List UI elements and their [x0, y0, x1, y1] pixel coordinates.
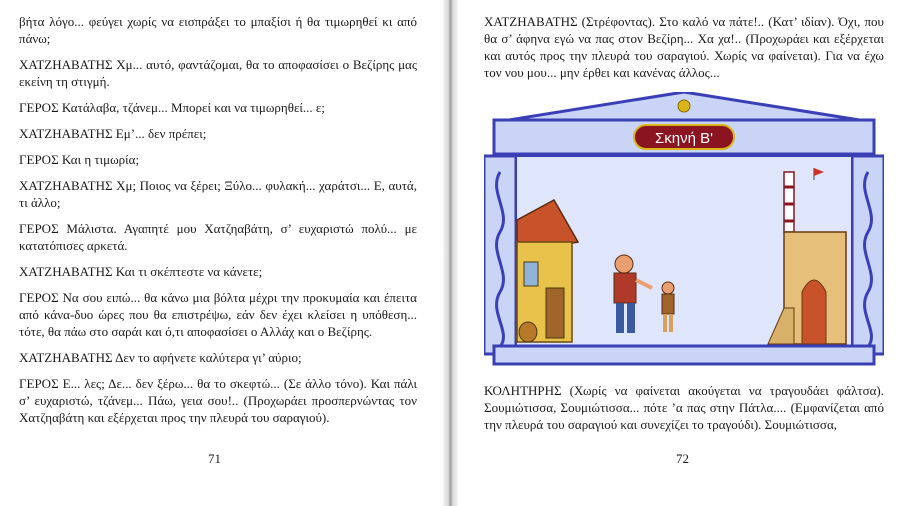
left-page: [0, 0, 443, 506]
book-gutter: [443, 0, 458, 506]
right-page: [458, 0, 901, 506]
paragraph: ΧΑΤΖΗΑΒΑΤΗΣ Δεν το αφήνετε καλύτερα γι’ αύριο;: [19, 350, 302, 365]
paragraph: ΓΕΡΟΣ Κατάλαβα, τζάνεμ... Μπορεί και να τιμωρηθεί... ε;: [19, 100, 325, 115]
paragraph: ΧΑΤΖΗΑΒΑΤΗΣ Χμ... αυτό, φαντάζομαι, θα το αποφασίσει ο Βεζίρης μας εκείνη τη στιγμή.: [19, 57, 417, 89]
shadow-theatre-illustration: [484, 92, 884, 374]
paragraph: ΧΑΤΖΗΑΒΑΤΗΣ Και τι σκέπτεστε να κάνετε;: [19, 264, 263, 279]
paragraph: βήτα λόγο... φεύγει χωρίς να εισπράξει το μπαξίσι ή θα τιμωρηθεί κι από πάνω;: [19, 14, 417, 46]
paragraph: ΓΕΡΟΣ Να σου ειπώ... θα κάνω μια βόλτα μέχρι την προκυμαία και έπειτα από κάνα-δυο ώρες που θα επιστρέψω, εάν δεν έχει κλείσει η υπόθεση... τότε, θα πάω στο σαράι και ό,τι αποφασίσει ο Αλλάχ και ο Βεζίρης.: [19, 290, 417, 339]
left-page-text: [19, 13, 417, 435]
paragraph: ΓΕΡΟΣ Μάλιστα. Αγαπητέ μου Χατζηαβάτη, σ’ ευχαριστώ πολύ... με κατατόπισες αρκετά.: [19, 221, 417, 253]
page-number: 72: [676, 451, 689, 466]
paragraph: ΓΕΡΟΣ Ε... λες; Δε... δεν ξέρω... θα το σκεφτώ... (Σε άλλο τόνο). Και πάλι σ’ ευχαριστώ, τζάνεμ... Πάω, γεια σου!.. (Προχωράει προσπερνώντας τον Χατζηαβάτη και εξέρχεται προς την πλευρά του σαραγιού).: [19, 376, 417, 425]
paragraph: ΧΑΤΖΗΑΒΑΤΗΣ Χμ; Ποιος να ξέρει; Ξύλο... φυλακή... χαράτσι... Ε, αυτά, τι άλλο;: [19, 178, 417, 210]
right-page-top-text: [484, 13, 884, 90]
paragraph: ΧΑΤΖΗΑΒΑΤΗΣ (Στρέφοντας). Στο καλό να πάτε!.. (Κατ’ ιδίαν). Όχι, που θα σ’ άφηνα εγώ να πας στον Βεζίρη... Χα χα!.. (Προχωράει και εξέρχεται και αυτός προς την πλευρά του σαραγιού. Χωρίς να φαίνεται). Για να έχω τον νου μου... μην έρθει και κανένας άλλος...: [484, 14, 884, 80]
paragraph: ΧΑΤΖΗΑΒΑΤΗΣ Εμ’... δεν πρέπει;: [19, 126, 207, 141]
stage-drawing: [484, 92, 884, 374]
paragraph: ΓΕΡΟΣ Και η τιμωρία;: [19, 152, 140, 167]
right-page-bottom-text: [484, 382, 884, 442]
pediment-ornament: [678, 100, 690, 112]
stage-base: [494, 346, 874, 364]
stage-title: Σκηνή Β': [655, 130, 713, 147]
page-number: 71: [208, 451, 221, 466]
paragraph: ΚΟΛΗΤΗΡΗΣ (Χωρίς να φαίνεται ακούγεται να τραγουδάει φάλτσα). Σουμιώτισσα, Σουμιώτισσα... πότε ’α πας στην Πάτλα.... (Εμφανίζεται από την πλευρά του σαραγιού και συνεχίζει το τραγούδι). Σουμιώτισσα,: [484, 383, 884, 432]
